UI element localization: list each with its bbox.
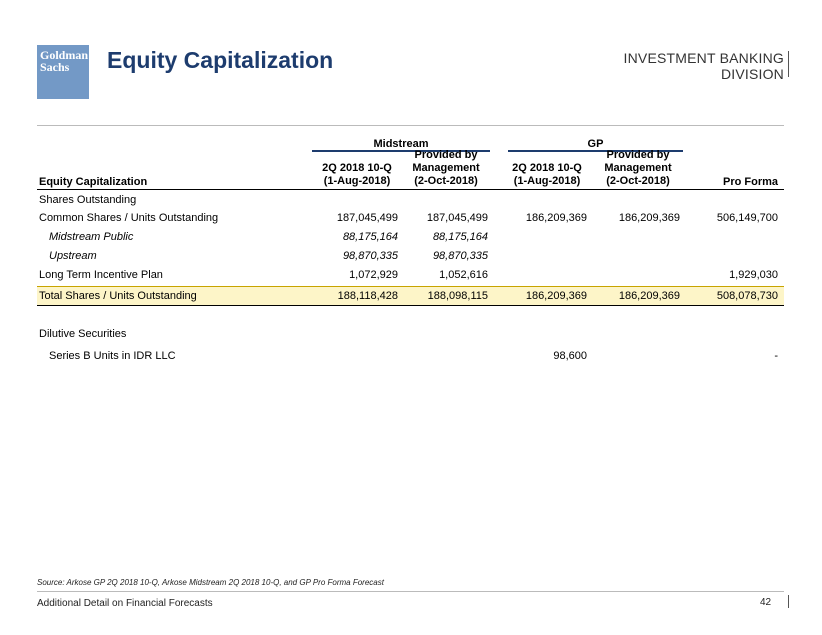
col-header-midstream-10q xyxy=(310,162,404,188)
table-row xyxy=(37,347,784,365)
row-label: Upstream xyxy=(49,250,97,262)
cell-value: 1,929,030 xyxy=(729,269,778,281)
col2-line2: Management xyxy=(412,162,480,174)
division-line-2: DIVISION xyxy=(720,66,784,82)
row-label: Total Shares / Units Outstanding xyxy=(39,290,197,302)
col-header-gp-10q xyxy=(500,162,594,188)
page-title: Equity Capitalization xyxy=(107,47,334,73)
row-header-label: Equity Capitalization xyxy=(39,176,148,188)
row-label: Series B Units in IDR LLC xyxy=(49,350,176,362)
division-line-1: INVESTMENT BANKING xyxy=(623,50,784,66)
col4-line3: (2-Oct-2018) xyxy=(606,175,670,187)
cell-value: 186,209,369 xyxy=(525,212,587,224)
row-label: Long Term Incentive Plan xyxy=(39,269,163,281)
col-header-midstream-mgmt xyxy=(400,149,492,188)
table-row xyxy=(37,266,784,284)
col1-line2: (1-Aug-2018) xyxy=(323,175,391,187)
cell-value: 186,209,369 xyxy=(618,290,680,302)
page-number-divider xyxy=(788,595,789,608)
table-row xyxy=(37,209,784,227)
cell-value: 1,072,929 xyxy=(349,269,398,281)
cell-value: - xyxy=(774,350,778,362)
table-row xyxy=(37,247,784,265)
col4-line2: Management xyxy=(604,162,672,174)
cell-value: 188,098,115 xyxy=(427,290,488,302)
cell-value: 186,209,369 xyxy=(618,212,680,224)
col2-line1: Provided by xyxy=(414,149,478,161)
col2-line3: (2-Oct-2018) xyxy=(414,175,478,187)
table-row xyxy=(37,191,784,209)
col-header-gp-mgmt xyxy=(592,149,684,188)
cell-value: 1,052,616 xyxy=(439,269,488,281)
footer-rule xyxy=(37,591,784,592)
page-number: 42 xyxy=(760,597,772,608)
cell-value: 186,209,369 xyxy=(525,290,587,302)
division-label xyxy=(624,50,784,82)
row-label: Midstream Public xyxy=(49,231,134,243)
header-rule xyxy=(37,125,784,126)
cell-value: 187,045,499 xyxy=(426,212,488,224)
col1-line1: 2Q 2018 10-Q xyxy=(322,162,392,174)
col4-line1: Provided by xyxy=(606,149,670,161)
division-divider xyxy=(788,51,789,77)
cell-value: 98,870,335 xyxy=(432,250,488,262)
cell-value: 88,175,164 xyxy=(432,231,488,243)
footer-text: Additional Detail on Financial Forecasts xyxy=(37,598,213,609)
row-label: Shares Outstanding xyxy=(39,194,137,206)
logo-line-2: Sachs xyxy=(40,60,70,74)
col3-line2: (1-Aug-2018) xyxy=(513,175,581,187)
cell-value: 188,118,428 xyxy=(337,290,398,302)
cell-value: 98,870,335 xyxy=(342,250,398,262)
logo-line-1: Goldman xyxy=(40,48,89,62)
col-header-pro-forma: Pro Forma xyxy=(722,176,778,188)
table-row-total xyxy=(37,286,784,306)
table-header-rule xyxy=(37,189,784,190)
group-midstream: Midstream xyxy=(373,138,429,150)
col3-line1: 2Q 2018 10-Q xyxy=(512,162,582,174)
row-label: Dilutive Securities xyxy=(39,328,127,340)
cell-value: 98,600 xyxy=(553,350,587,362)
goldman-sachs-logo xyxy=(37,45,89,99)
cell-value: 187,045,499 xyxy=(336,212,398,224)
source-note: Source: Arkose GP 2Q 2018 10-Q, Arkose Midstream 2Q 2018 10-Q, and GP Pro Forma Forecast xyxy=(37,578,384,587)
table-row xyxy=(37,325,784,343)
cell-value: 88,175,164 xyxy=(342,231,398,243)
table-row xyxy=(37,228,784,246)
row-label: Common Shares / Units Outstanding xyxy=(39,212,219,224)
cell-value: 506,149,700 xyxy=(716,212,778,224)
group-gp: GP xyxy=(587,138,604,150)
cell-value: 508,078,730 xyxy=(716,290,778,302)
